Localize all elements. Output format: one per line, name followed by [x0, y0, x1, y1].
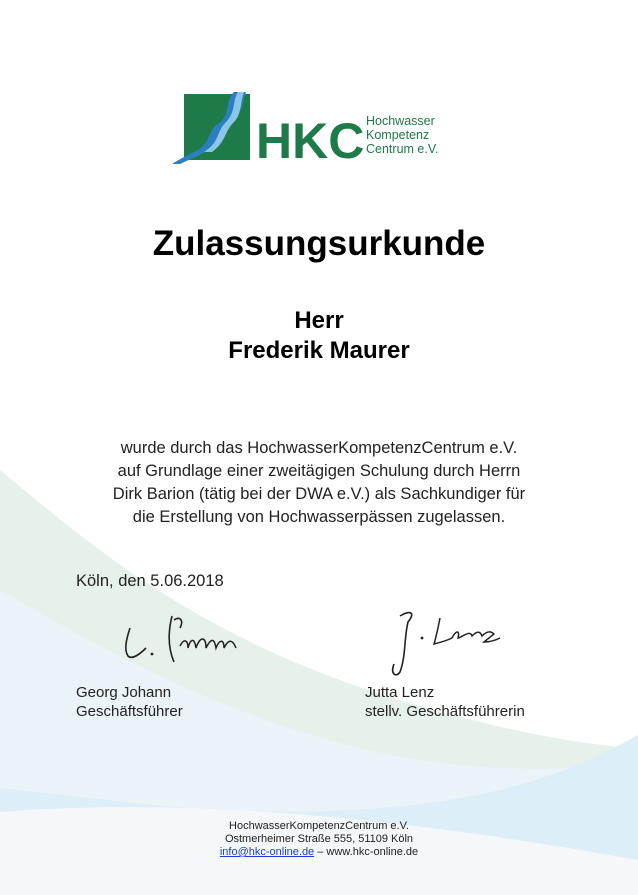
recipient-salutation: Herr [294, 307, 344, 334]
signature-johann [118, 606, 248, 666]
logo-abbreviation: HKC [256, 113, 365, 168]
certificate-body [0, 437, 638, 529]
body-line: auf Grundlage einer zweitägigen Schulung durch Herrn [117, 462, 521, 480]
footer-separator: – [314, 846, 327, 858]
body-line: Dirk Barion (tätig bei der DWA e.V.) als Sachkundiger für [112, 485, 526, 503]
place-date: Köln, den 5.06.2018 [76, 572, 224, 590]
logo-line-2: Kompetenz [366, 128, 430, 142]
body-line: die Erstellung von Hochwasserpässen zugelassen. [132, 508, 506, 526]
footer [0, 820, 638, 859]
logo-line-1: Hochwasser [366, 114, 435, 128]
signer-lenz [365, 683, 525, 721]
footer-address: Ostmerheimer Straße 555, 51109 Köln [224, 833, 414, 845]
signer-johann [76, 683, 183, 721]
signature-lenz [386, 608, 516, 680]
logo-line-3: Centrum e.V. [366, 142, 439, 156]
footer-org: HochwasserKompetenzCentrum e.V. [229, 820, 409, 832]
signer-name: Georg Johann [76, 684, 172, 701]
email-link[interactable]: info@hkc-online.de [219, 846, 315, 858]
signer-role: stellv. Geschäftsführerin [365, 703, 525, 720]
footer-contact [0, 846, 638, 859]
logo-text [366, 114, 439, 156]
website-text: www.hkc-online.de [326, 846, 419, 858]
signer-name: Jutta Lenz [365, 684, 435, 701]
recipient [0, 306, 638, 366]
body-line: wurde durch das HochwasserKompetenzCentrum e.V. [120, 439, 518, 457]
certificate-title: Zulassungsurkunde [152, 224, 486, 263]
recipient-name: Frederik Maurer [228, 337, 410, 364]
signer-role: Geschäftsführer [76, 703, 183, 720]
